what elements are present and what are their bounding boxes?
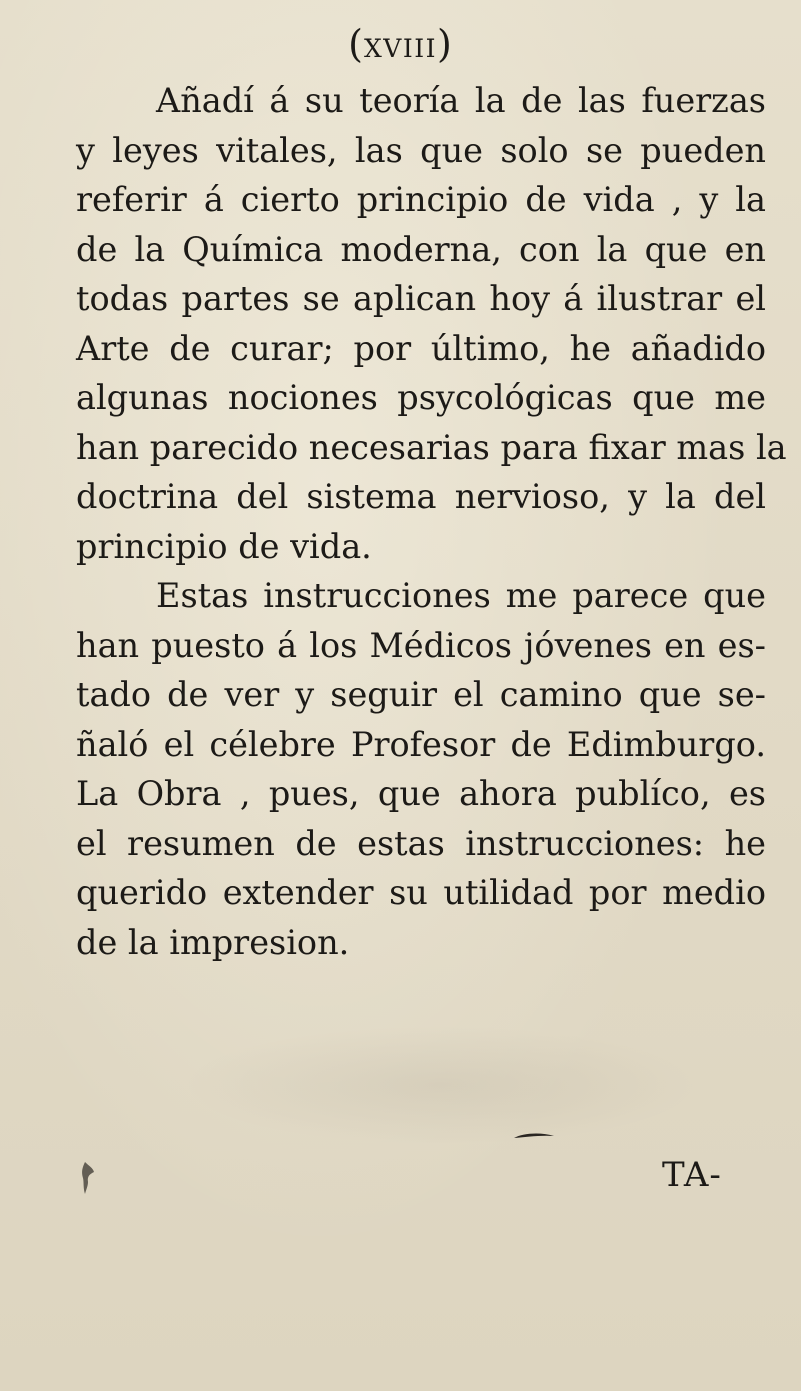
text-line: ñaló el célebre Profesor de Edimburgo. [76,724,766,764]
text-line: de la impresion. [76,922,350,962]
text-line: querido extender su utilidad por medio [76,873,766,912]
page-number-open-paren: ( [348,22,364,66]
text-line: han parecido necesarias para fixar mas la [76,427,787,467]
show-through-bleed [180,1025,700,1145]
text-line: La Obra , pues, que ahora publíco, es [76,774,766,813]
text-line: doctrina del sistema nervioso, y la del [76,477,766,516]
ink-mark [79,1160,97,1196]
page-number: XVIII [364,34,437,63]
text-line: todas partes se aplican hoy á ilustrar el [76,279,766,318]
text-line: Estas instrucciones me parece que [156,576,766,615]
text-line: Arte de curar; por último, he añadido [76,328,766,368]
text-line: tado de ver y seguir el camino que se- [76,675,766,714]
page-number-header [0,22,801,71]
catchword: TA- [662,1155,722,1195]
text-line: Añadí á su teoría la de las fuerzas [156,81,766,120]
text-line: y leyes vitales, las que solo se pueden [76,130,766,170]
body-text [76,76,787,967]
text-line: algunas nociones psycológicas que me [76,378,766,417]
text-line: principio de vida. [76,526,372,566]
text-line: han puesto á los Médicos jóvenes en es- [76,625,766,665]
text-line: el resumen de estas instrucciones: he [76,823,766,863]
text-line: de la Química moderna, con la que en [76,229,766,269]
page-number-close-paren: ) [436,22,453,66]
ink-mark [513,1132,555,1140]
text-line: referir á cierto principio de vida , y la [76,180,766,219]
